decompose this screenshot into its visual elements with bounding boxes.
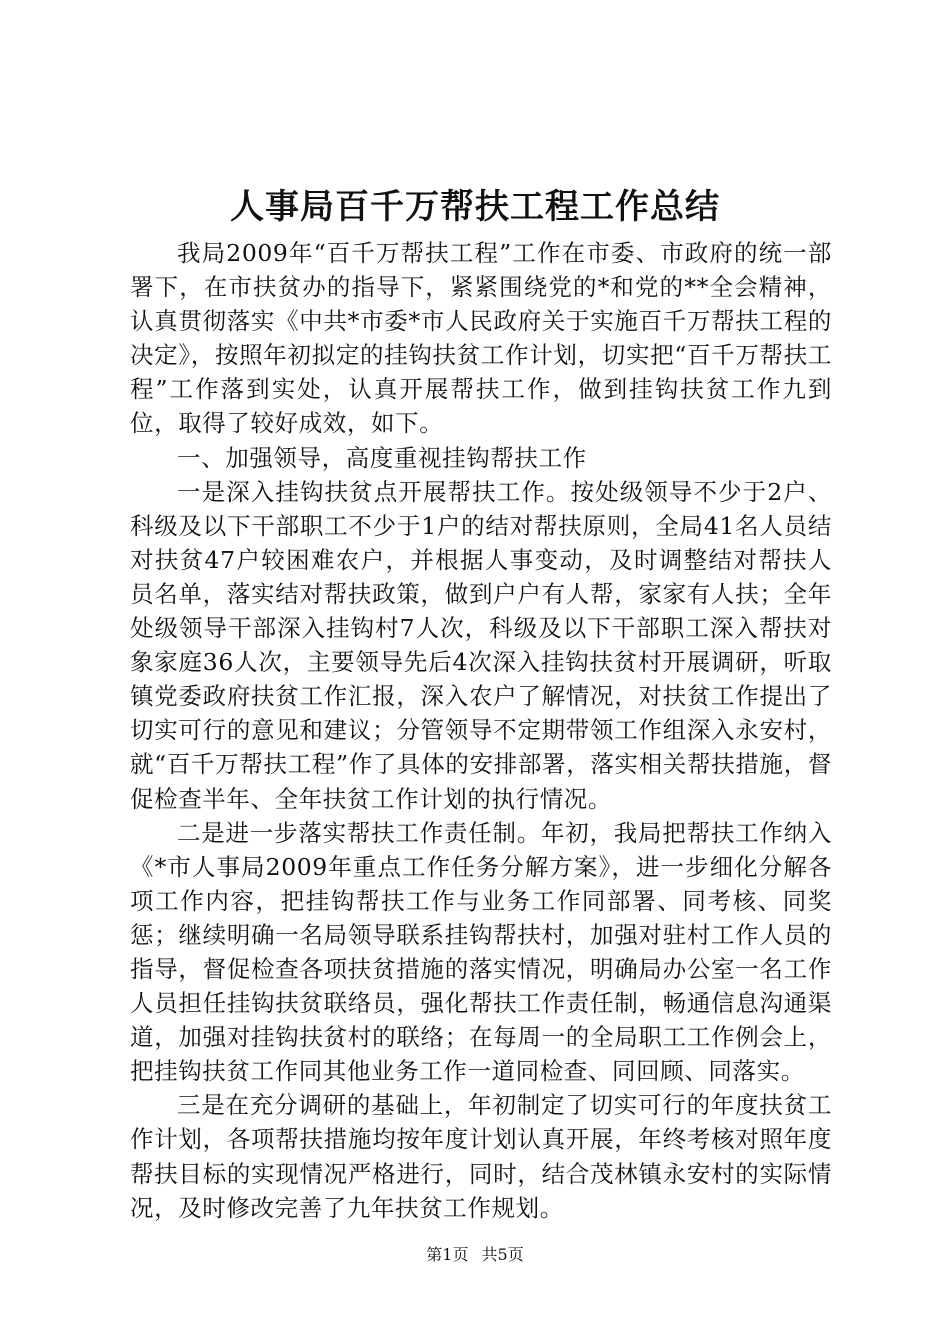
- page-footer: [0, 1244, 950, 1266]
- paragraph-item-3: 三是在充分调研的基础上，年初制定了切实可行的年度扶贫工作计划，各项帮扶措施均按年度计划认真开展，年终考核对照年度帮扶目标的实现情况严格进行，同时，结合茂林镇永安村的实际情况，及时修改完善了九年扶贫工作规划。: [130, 1091, 832, 1222]
- paragraph-intro: 我局2009年“百千万帮扶工程”工作在市委、市政府的统一部署下，在市扶贫办的指导下，紧紧围绕党的*和党的**全会精神，认真贯彻落实《中共*市委*市人民政府关于实施百千万帮扶工程的决定》，按照年初拟定的挂钩扶贫工作计划，切实把“百千万帮扶工程”工作落到实处，认真开展帮扶工作，做到挂钩扶贫工作九到位，取得了较好成效，如下。: [130, 239, 832, 438]
- document-title: 人事局百千万帮扶工程工作总结: [230, 187, 720, 227]
- paragraph-item-2: 二是进一步落实帮扶工作责任制。年初，我局把帮扶工作纳入《*市人事局2009年重点工作任务分解方案》，进一步细化分解各项工作内容，把挂钩帮扶工作与业务工作同部署、同考核、同奖惩；继续明确一名局领导联系挂钩帮扶村，加强对驻村工作人员的指导，督促检查各项扶贫措施的落实情况，明确局办公室一名工作人员担任挂钩扶贫联络员，强化帮扶工作责任制，畅通信息沟通渠道，加强对挂钩扶贫村的联络；在每周一的全局职工工作例会上，把挂钩扶贫工作同其他业务工作一道同检查、同回顾、同落实。: [130, 818, 832, 1086]
- page-number: 第1页: [426, 1245, 469, 1264]
- page-total: 共5页: [481, 1245, 524, 1264]
- section-heading-1: 一、加强领导，高度重视挂钩帮扶工作: [177, 443, 587, 472]
- paragraph-item-1: 一是深入挂钩扶贫点开展帮扶工作。按处级领导不少于2户、科级及以下干部职工不少于1户的结对帮扶原则，全局41名人员结对扶贫47户较困难农户，并根据人事变动，及时调整结对帮扶人员名单，落实结对帮扶政策，做到户户有人帮，家家有人扶；全年处级领导干部深入挂钩村7人次，科级及以下干部职工深入帮扶对象家庭36人次，主要领导先后4次深入挂钩扶贫村开展调研，听取镇党委政府扶贫工作汇报，深入农户了解情况，对扶贫工作提出了切实可行的意见和建议；分管领导不定期带领工作组深入永安村，就“百千万帮扶工程”作了具体的安排部署，落实相关帮扶措施，督促检查半年、全年扶贫工作计划的执行情况。: [130, 477, 832, 813]
- document-body: [130, 236, 832, 1225]
